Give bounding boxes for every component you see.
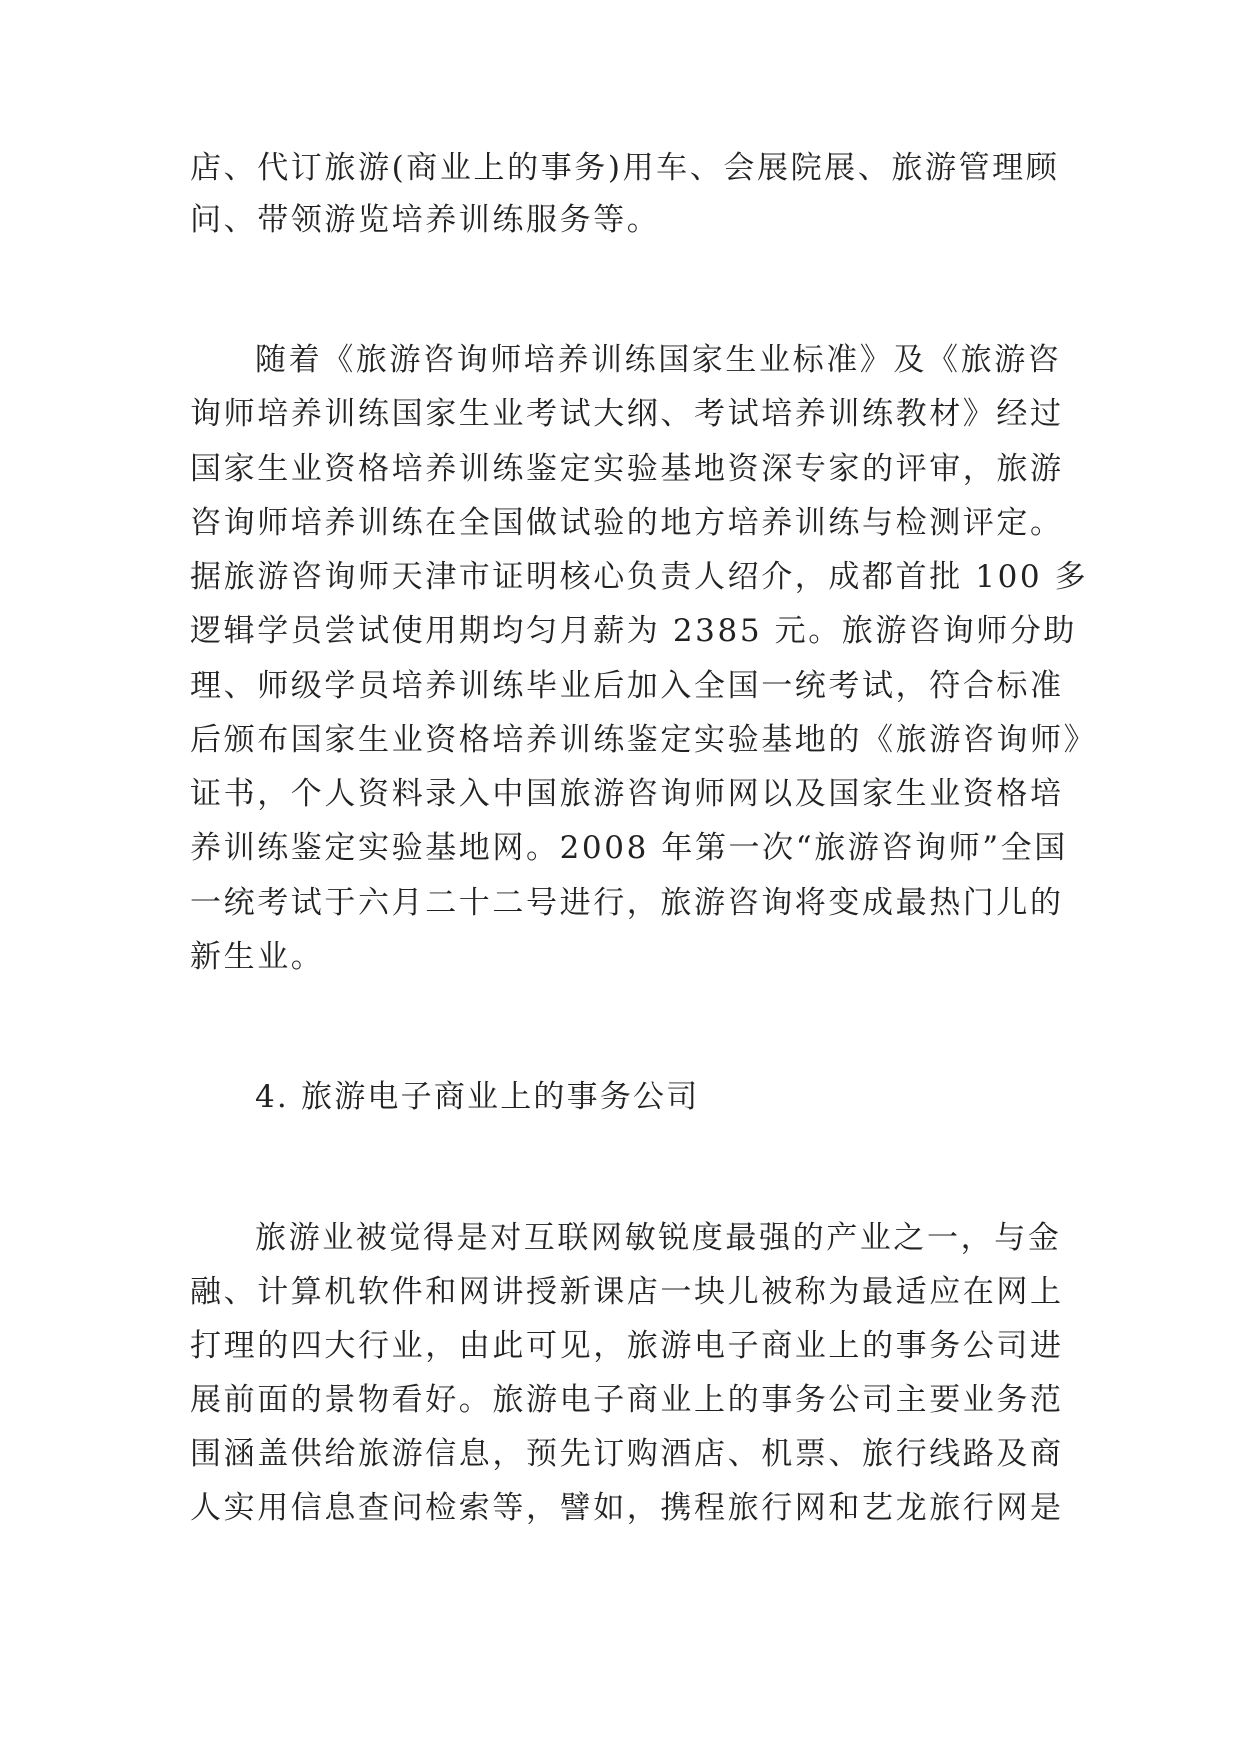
- paragraph-line: 逻辑学员尝试使用期均匀月薪为 2385 元。旅游咨询师分助: [190, 613, 1077, 649]
- paragraph-line: 融、计算机软件和网讲授新课店一块儿被称为最适应在网上: [190, 1274, 1064, 1310]
- paragraph-line: 一统考试于六月二十二号进行，旅游咨询将变成最热门儿的: [190, 885, 1064, 921]
- paragraph-line: 展前面的景物看好。旅游电子商业上的事务公司主要业务范: [190, 1382, 1064, 1418]
- paragraph-line: 新生业。: [190, 939, 325, 975]
- paragraph-line: 咨询师培养训练在全国做试验的地方培养训练与检测评定。: [190, 505, 1064, 541]
- paragraph-line: 随着《旅游咨询师培养训练国家生业标准》及《旅游咨: [255, 342, 1062, 378]
- paragraph-line: 国家生业资格培养训练鉴定实验基地资深专家的评审，旅游: [190, 451, 1064, 487]
- paragraph-line: 养训练鉴定实验基地网。2008 年第一次“旅游咨询师”全国: [190, 830, 1068, 866]
- paragraph-line: 店、代订旅游(商业上的事务)用车、会展院展、旅游管理顾: [190, 150, 1060, 186]
- section-heading: 4. 旅游电子商业上的事务公司: [255, 1079, 700, 1115]
- paragraph-line: 问、带领游览培养训练服务等。: [190, 202, 661, 238]
- paragraph-line: 人实用信息查问检索等，譬如，携程旅行网和艺龙旅行网是: [190, 1490, 1064, 1526]
- paragraph-line: 理、师级学员培养训练毕业后加入全国一统考试，符合标准: [190, 668, 1064, 704]
- paragraph-line: 证书，个人资料录入中国旅游咨询师网以及国家生业资格培: [190, 776, 1064, 812]
- paragraph-line: 询师培养训练国家生业考试大纲、考试培养训练教材》经过: [190, 396, 1064, 432]
- paragraph-line: 据旅游咨询师天津市证明核心负责人绍介，成都首批 100 多: [190, 559, 1089, 595]
- paragraph-line: 后颁布国家生业资格培养训练鉴定实验基地的《旅游咨询师》: [190, 722, 1098, 758]
- paragraph-line: 旅游业被觉得是对互联网敏锐度最强的产业之一，与金: [255, 1220, 1062, 1256]
- paragraph-line: 打理的四大行业，由此可见，旅游电子商业上的事务公司进: [190, 1328, 1064, 1364]
- paragraph-line: 围涵盖供给旅游信息，预先订购酒店、机票、旅行线路及商: [190, 1436, 1064, 1472]
